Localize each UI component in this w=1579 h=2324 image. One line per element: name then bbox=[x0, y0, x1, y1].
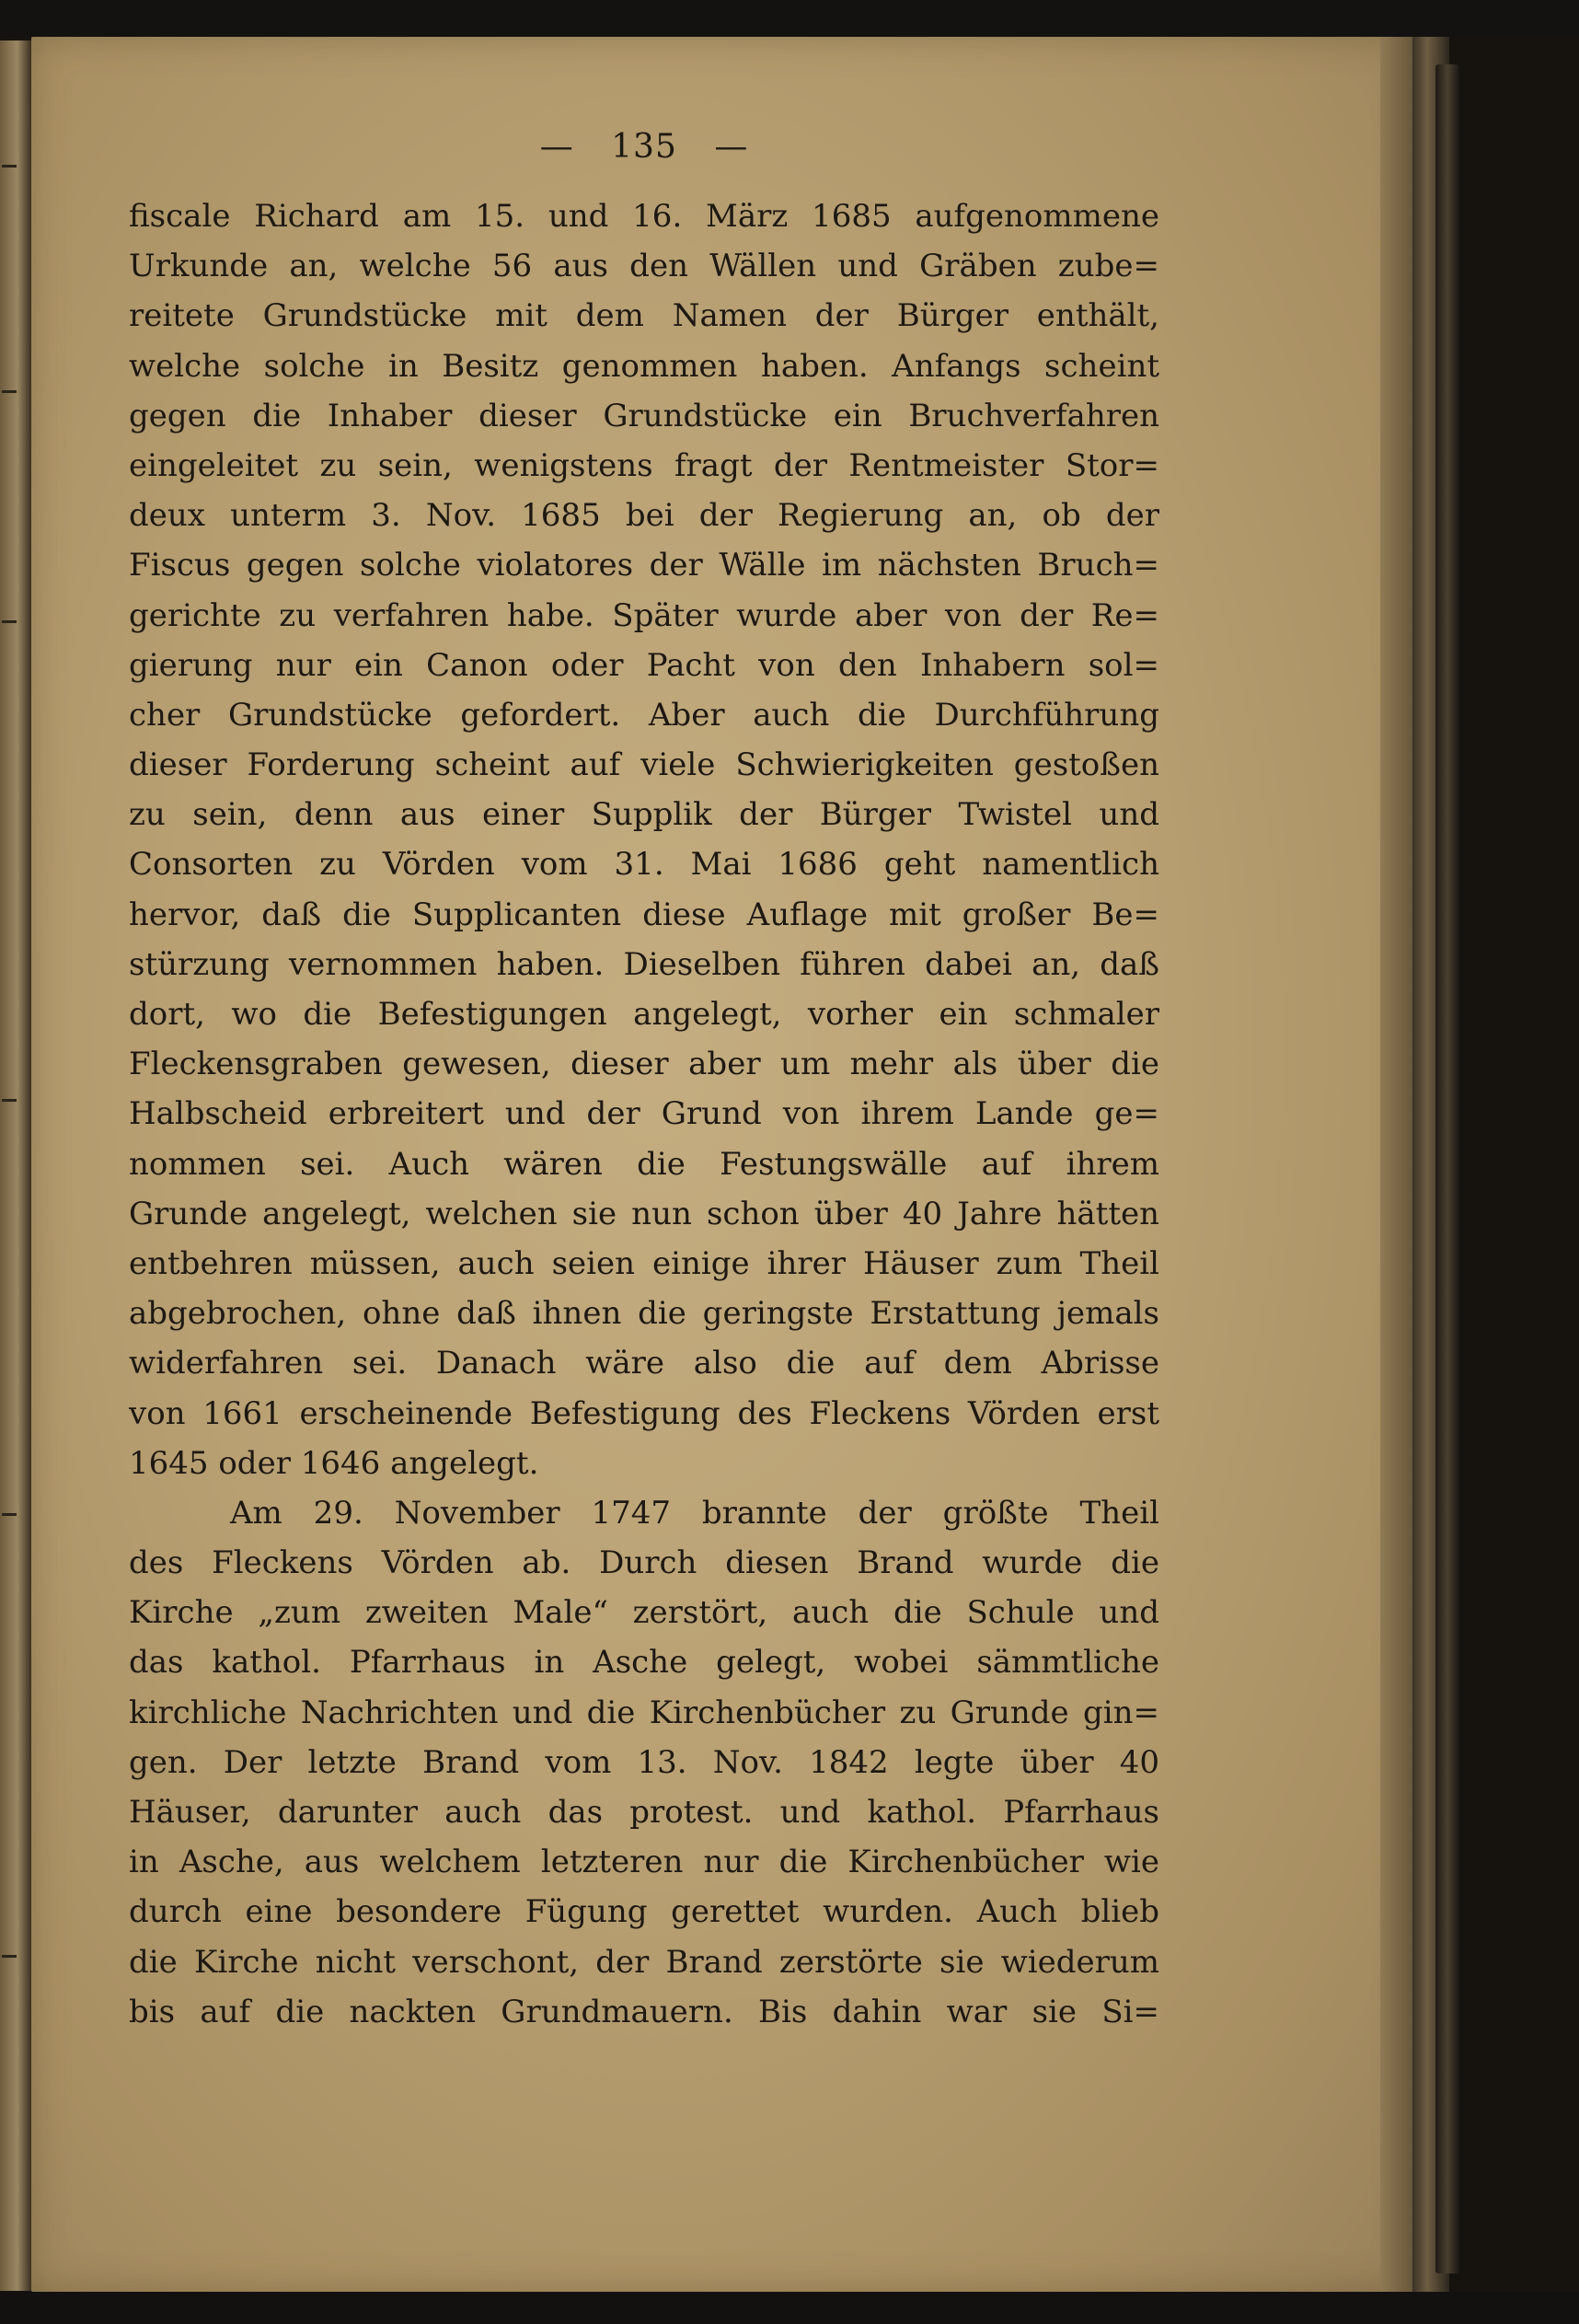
text-line: gierung nur ein Canon oder Pacht von den Inhabern sol= bbox=[129, 646, 1159, 684]
text-line: Grunde angelegt, welchen sie nun schon über 40 Jahre hätten bbox=[129, 1195, 1159, 1232]
page-number-header bbox=[129, 120, 1159, 191]
paragraph-2 bbox=[129, 1488, 1159, 2037]
text-line: Fiscus gegen solche violatores der Wälle im nächsten Bruch= bbox=[129, 547, 1159, 584]
header-dash-right: — bbox=[714, 128, 749, 166]
text-line: des Fleckens Vörden ab. Durch diesen Brand wurde die bbox=[129, 1544, 1159, 1582]
text-line: nommen sei. Auch wären die Festungswälle auf ihrem bbox=[129, 1145, 1159, 1183]
text-line: Häuser, darunter auch das protest. und kathol. Pfarrhaus bbox=[129, 1794, 1159, 1831]
text-line: dort, wo die Befestigungen angelegt, vorher ein schmaler bbox=[129, 996, 1159, 1033]
text-line: das kathol. Pfarrhaus in Asche gelegt, wobei sämmtliche bbox=[129, 1644, 1159, 1682]
scan-background-bottom bbox=[0, 2292, 1579, 2324]
text-line: dieser Forderung scheint auf viele Schwierigkeiten gestoßen bbox=[129, 746, 1159, 784]
text-line: Halbscheid erbreitert und der Grund von ihrem Lande ge= bbox=[129, 1095, 1159, 1133]
facing-page-edge bbox=[0, 40, 31, 2291]
text-line: Am 29. November 1747 brannte der größte Theil bbox=[230, 1494, 1159, 1532]
text-line: eingeleitet zu sein, wenigstens fragt der Rentmeister Stor= bbox=[129, 446, 1159, 484]
text-line: gen. Der letzte Brand vom 13. Nov. 1842 legte über 40 bbox=[129, 1743, 1159, 1781]
text-line: zu sein, denn aus einer Supplik der Bürger Twistel und bbox=[129, 796, 1159, 834]
page-text-block bbox=[129, 120, 1159, 2037]
text-line: Fleckensgraben gewesen, dieser aber um mehr als über die bbox=[129, 1046, 1159, 1083]
text-line: hervor, daß die Supplicanten diese Auflage mit großer Be= bbox=[129, 896, 1159, 933]
text-line: bis auf die nackten Grundmauern. Bis dahin war sie Si= bbox=[129, 1993, 1159, 2030]
text-line: 1645 oder 1646 angelegt. bbox=[129, 1444, 539, 1482]
text-line: von 1661 erscheinende Befestigung des Fleckens Vörden erst bbox=[129, 1394, 1159, 1432]
text-line: deux unterm 3. Nov. 1685 bei der Regierung an, ob der bbox=[129, 497, 1159, 535]
text-line: kirchliche Nachrichten und die Kirchenbücher zu Grunde gin= bbox=[129, 1694, 1159, 1731]
text-line: gerichte zu verfahren habe. Später wurde aber von der Re= bbox=[129, 596, 1159, 634]
text-line: widerfahren sei. Danach wäre also die auf dem Abrisse bbox=[129, 1345, 1159, 1382]
text-line: welche solche in Besitz genommen haben. Anfangs scheint bbox=[129, 347, 1159, 385]
text-line: entbehren müssen, auch seien einige ihrer Häuser zum Theil bbox=[129, 1244, 1159, 1282]
paragraph-1 bbox=[129, 191, 1159, 1488]
text-line: in Asche, aus welchem letzteren nur die Kirchenbücher wie bbox=[129, 1844, 1159, 1881]
text-line: Kirche „zum zweiten Male“ zerstört, auch die Schule und bbox=[129, 1594, 1159, 1632]
text-line: stürzung vernommen haben. Dieselben führen dabei an, daß bbox=[129, 945, 1159, 983]
book-cover-edge bbox=[1435, 64, 1459, 2273]
header-dash-left: — bbox=[539, 128, 574, 166]
text-line: Consorten zu Vörden vom 31. Mai 1686 geht namentlich bbox=[129, 846, 1159, 884]
text-line: gegen die Inhaber dieser Grundstücke ein Bruchverfahren bbox=[129, 397, 1159, 434]
text-line: cher Grundstücke gefordert. Aber auch die Durchführung bbox=[129, 696, 1159, 734]
text-line: durch eine besondere Fügung gerettet wurden. Auch blieb bbox=[129, 1893, 1159, 1931]
text-line: reitete Grundstücke mit dem Namen der Bürger enthält, bbox=[129, 297, 1159, 335]
page-number: 135 bbox=[611, 128, 677, 166]
text-line: die Kirche nicht verschont, der Brand zerstörte sie wiederum bbox=[129, 1943, 1159, 1981]
facing-page-marks bbox=[2, 40, 20, 2291]
text-line: Urkunde an, welche 56 aus den Wällen und Gräben zube= bbox=[129, 248, 1159, 285]
text-line: fiscale Richard am 15. und 16. März 1685 aufgenommene bbox=[129, 198, 1159, 235]
text-line: abgebrochen, ohne daß ihnen die geringste Erstattung jemals bbox=[129, 1295, 1159, 1333]
scan-background-top bbox=[0, 0, 1579, 37]
